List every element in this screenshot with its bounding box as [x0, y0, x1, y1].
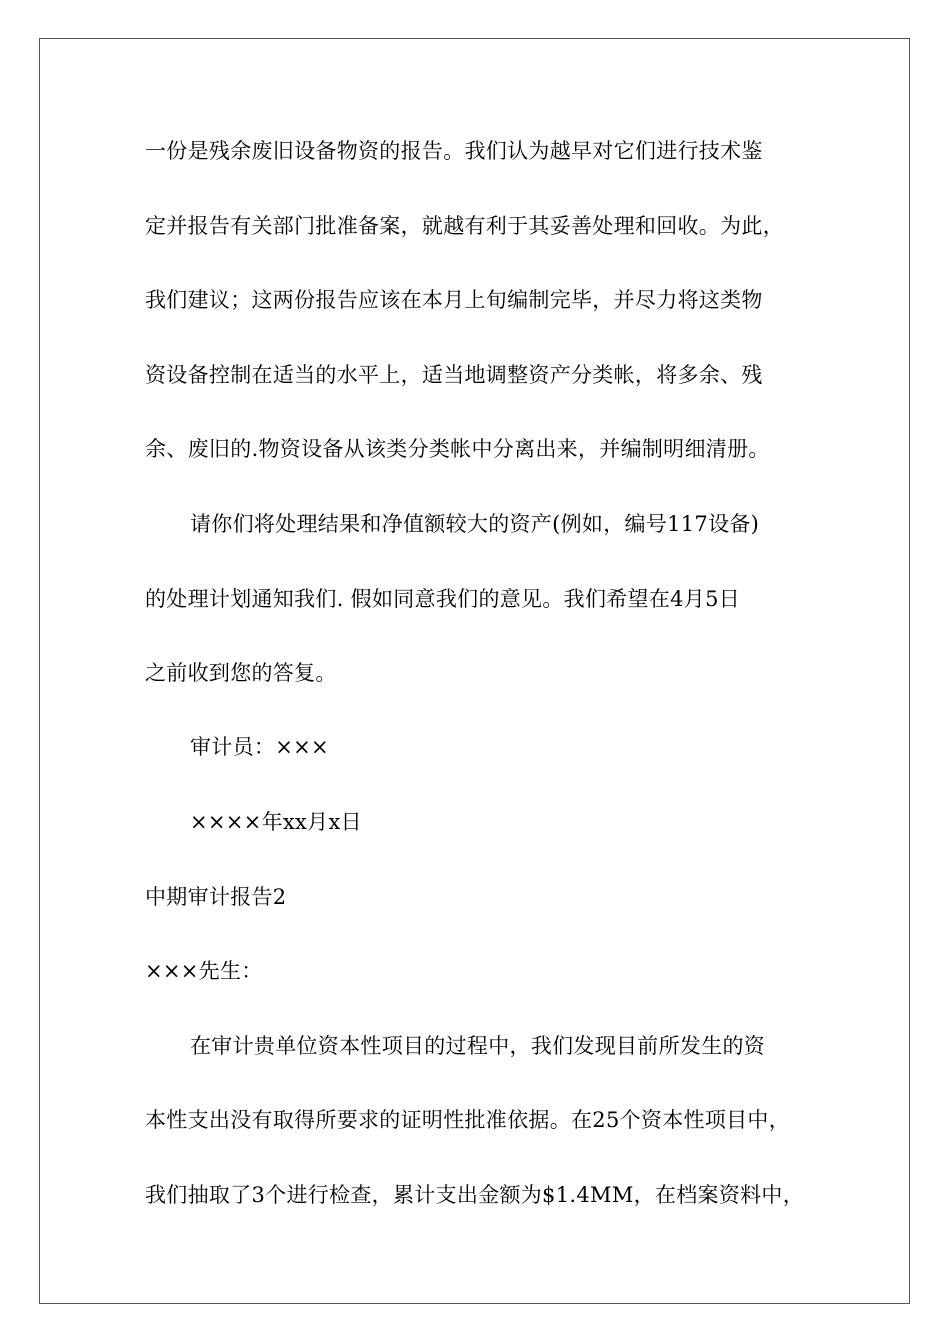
paragraph-line: 在审计贵单位资本性项目的过程中，我们发现目前所发生的资 — [190, 1034, 766, 1058]
paragraph-line: 资设备控制在适当的水平上，适当地调整资产分类帐，将多余、残 — [145, 363, 763, 387]
auditor-signature: 审计员：××× — [190, 735, 329, 759]
paragraph-line: 定并报告有关部门批准备案，就越有利于其妥善处理和回收。为此， — [145, 214, 784, 238]
paragraph-line: 一份是残余废旧设备物资的报告。我们认为越早对它们进行技术鉴 — [145, 139, 763, 163]
signature-date: ××××年xx月x日 — [190, 810, 362, 834]
paragraph-line: 请你们将处理结果和净值额较大的资产(例如，编号117设备) — [190, 512, 760, 536]
paragraph-line: 我们建议；这两份报告应该在本月上旬编制完毕，并尽力将这类物 — [145, 288, 763, 312]
paragraph-line: 的处理计划通知我们. 假如同意我们的意见。我们希望在4月5日 — [145, 587, 741, 611]
paragraph-line: 本性支出没有取得所要求的证明性批准依据。在25个资本性项目中， — [145, 1108, 791, 1132]
paragraph-line: 之前收到您的答复。 — [145, 661, 337, 685]
paragraph-line: 我们抽取了3个进行检查，累计支出金额为$1.4MM，在档案资料中， — [145, 1183, 805, 1207]
paragraph-line: 余、废旧的.物资设备从该类分类帐中分离出来，并编制明细清册。 — [145, 437, 770, 461]
salutation: ×××先生： — [145, 959, 263, 983]
section-heading: 中期审计报告2 — [145, 885, 287, 909]
